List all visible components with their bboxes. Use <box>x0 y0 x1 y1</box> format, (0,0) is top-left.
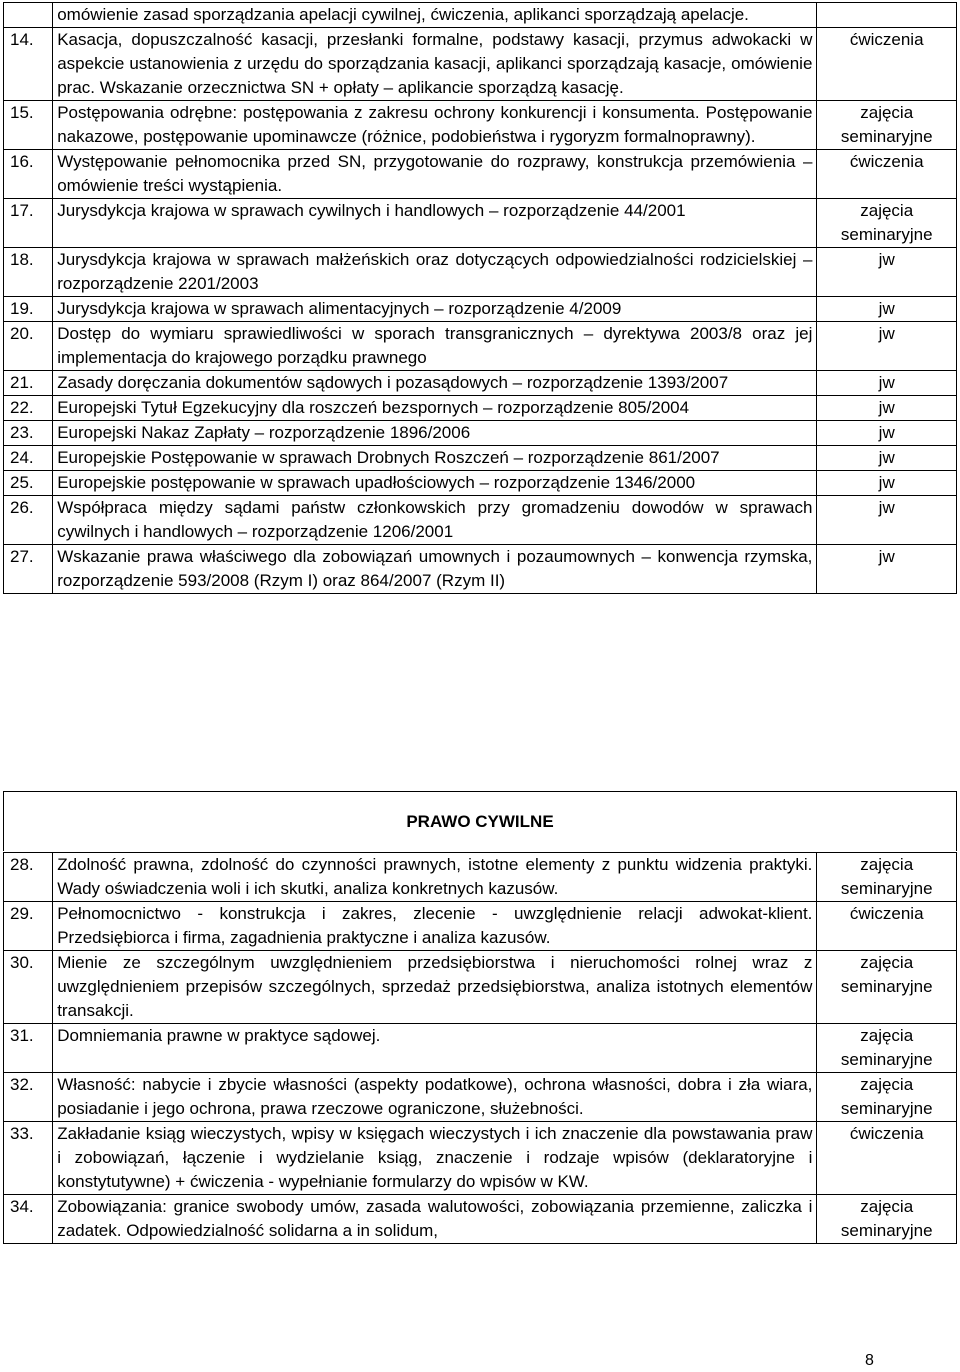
section-header-box <box>3 791 957 851</box>
form-label: ćwiczenia <box>849 152 924 171</box>
table-row <box>4 150 957 199</box>
form-label: ćwiczenia <box>849 1124 924 1143</box>
table-row <box>4 101 957 150</box>
row-number: 18. <box>4 248 53 297</box>
row-form <box>817 1024 957 1073</box>
table-row <box>4 248 957 297</box>
row-form <box>817 28 957 101</box>
form-label: zajęcia <box>860 855 914 874</box>
table-row <box>4 471 957 496</box>
table-row <box>4 1024 957 1073</box>
form-label: jw <box>878 423 895 442</box>
row-number: 24. <box>4 446 53 471</box>
row-form <box>817 150 957 199</box>
row-number: 20. <box>4 322 53 371</box>
row-form <box>817 902 957 951</box>
form-label: ćwiczenia <box>849 904 924 923</box>
table-row <box>4 421 957 446</box>
row-form <box>817 396 957 421</box>
table-row <box>4 545 957 594</box>
row-form <box>817 297 957 322</box>
form-label: jw <box>878 324 895 343</box>
table-row <box>4 28 957 101</box>
row-form <box>817 446 957 471</box>
form-label: jw <box>878 498 895 517</box>
form-label: jw <box>878 250 895 269</box>
row-number: 30. <box>4 951 53 1024</box>
row-number: 31. <box>4 1024 53 1073</box>
form-label: zajęcia <box>860 1026 914 1045</box>
row-form <box>817 1122 957 1195</box>
row-topic: Europejski Tytuł Egzekucyjny dla roszczeń bezspornych – rozporządzenie 805/2004 <box>53 396 817 421</box>
row-number: 34. <box>4 1195 53 1244</box>
row-form <box>817 471 957 496</box>
page-number: 8 <box>865 1352 874 1369</box>
form-label: jw <box>878 299 895 318</box>
form-label: seminaryjne <box>840 127 933 146</box>
row-topic: Dostęp do wymiaru sprawiedliwości w sporach transgranicznych – dyrektywa 2003/8 oraz jej implementacja do krajowego porządku prawnego <box>53 322 817 371</box>
row-topic: Europejskie postępowanie w sprawach upadłościowych – rozporządzenie 1346/2000 <box>53 471 817 496</box>
row-form <box>817 951 957 1024</box>
row-topic: Domniemania prawne w praktyce sądowej. <box>53 1024 817 1073</box>
row-topic: Zdolność prawna, zdolność do czynności prawnych, istotne elementy z punktu widzenia praktyki. Wady oświadczenia woli i ich skutki, analiza konkretnych kazusów. <box>53 853 817 902</box>
form-label: zajęcia <box>860 201 914 220</box>
row-number: 27. <box>4 545 53 594</box>
row-topic: Jurysdykcja krajowa w sprawach alimentacyjnych – rozporządzenie 4/2009 <box>53 297 817 322</box>
row-number: 15. <box>4 101 53 150</box>
form-label: seminaryjne <box>840 879 933 898</box>
row-topic: Europejskie Postępowanie w sprawach Drobnych Roszczeń – rozporządzenie 861/2007 <box>53 446 817 471</box>
table-row <box>4 322 957 371</box>
row-topic: Własność: nabycie i zbycie własności (aspekty podatkowe), ochrona własności, dobra i zła wiara, posiadanie i jego ochrona, prawa rzeczowe ograniczone, służebności. <box>53 1073 817 1122</box>
form-label: jw <box>878 373 895 392</box>
curriculum-table-civil <box>3 852 957 1244</box>
row-form <box>817 545 957 594</box>
row-topic: Mienie ze szczególnym uwzględnieniem przedsiębiorstwa i nieruchomości rolnej wraz z uwzględnieniem przepisów szczególnych, sprzedaż przedsiębiorstwa, analiza istotnych elementów transakcji. <box>53 951 817 1024</box>
row-number: 32. <box>4 1073 53 1122</box>
form-label: zajęcia <box>860 1075 914 1094</box>
row-topic: Wskazanie prawa właściwego dla zobowiązań umownych i pozaumownych – konwencja rzymska, rozporządzenie 593/2008 (Rzym I) oraz 864/2007 (Rzym II) <box>53 545 817 594</box>
form-label: zajęcia <box>860 953 914 972</box>
row-number: 21. <box>4 371 53 396</box>
row-form <box>817 3 957 28</box>
form-label: seminaryjne <box>840 1221 933 1240</box>
row-topic: Współpraca między sądami państw członkowskich przy gromadzeniu dowodów w sprawach cywilnych i handlowych – rozporządzenie 1206/2001 <box>53 496 817 545</box>
row-number: 33. <box>4 1122 53 1195</box>
row-topic: Zasady doręczania dokumentów sądowych i pozasądowych – rozporządzenie 1393/2007 <box>53 371 817 396</box>
form-label: seminaryjne <box>840 1050 933 1069</box>
form-label: seminaryjne <box>840 977 933 996</box>
table-row <box>4 1195 957 1244</box>
row-number: 14. <box>4 28 53 101</box>
form-label: seminaryjne <box>840 225 933 244</box>
table-row <box>4 902 957 951</box>
row-form <box>817 248 957 297</box>
row-number: 28. <box>4 853 53 902</box>
row-topic: Pełnomocnictwo - konstrukcja i zakres, zlecenie - uwzględnienie relacji adwokat-klient. Przedsiębiorca i firma, zagadnienia praktyczne i analiza kazusów. <box>53 902 817 951</box>
curriculum-table-top <box>3 2 957 594</box>
table-row <box>4 446 957 471</box>
row-form <box>817 371 957 396</box>
row-topic: Kasacja, dopuszczalność kasacji, przesłanki formalne, podstawy kasacji, przymus adwokacki w aspekcie ustanowienia z urzędu do sporządzania kasacji, aplikanci sporządzają kasacje, omówienie prac. Wskazanie orzecznictwa SN + opłaty – aplikancie sporządzą kasację. <box>53 28 817 101</box>
table-row <box>4 396 957 421</box>
row-topic: Zakładanie ksiąg wieczystych, wpisy w księgach wieczystych i ich znaczenie dla powstawania praw i zobowiązań, łączenie i wydzielanie ksiąg, znaczenie i rodzaje wpisów (deklaratoryjne i konstytutywne) + ćwiczenia - wypełnianie formularzy do wpisów w KW. <box>53 1122 817 1195</box>
row-form <box>817 1195 957 1244</box>
row-number: 25. <box>4 471 53 496</box>
table-row <box>4 371 957 396</box>
row-topic: Występowanie pełnomocnika przed SN, przygotowanie do rozprawy, konstrukcja przemówienia – omówienie treści wystąpienia. <box>53 150 817 199</box>
form-label: seminaryjne <box>840 1099 933 1118</box>
table-row <box>4 853 957 902</box>
table-row <box>4 297 957 322</box>
form-label: jw <box>878 398 895 417</box>
section-title: PRAWO CYWILNE <box>406 812 554 831</box>
table-row <box>4 951 957 1024</box>
table-row <box>4 496 957 545</box>
row-number: 26. <box>4 496 53 545</box>
row-topic: Jurysdykcja krajowa w sprawach cywilnych i handlowych – rozporządzenie 44/2001 <box>53 199 817 248</box>
row-topic: omówienie zasad sporządzania apelacji cywilnej, ćwiczenia, aplikanci sporządzają apelacje. <box>53 3 817 28</box>
row-number: 17. <box>4 199 53 248</box>
form-label: ćwiczenia <box>849 30 924 49</box>
row-number: 16. <box>4 150 53 199</box>
row-topic: Jurysdykcja krajowa w sprawach małżeńskich oraz dotyczących odpowiedzialności rodzicielskiej – rozporządzenie 2201/2003 <box>53 248 817 297</box>
row-topic: Postępowania odrębne: postępowania z zakresu ochrony konkurencji i konsumenta. Postępowanie nakazowe, postępowanie upominawcze (różnice, podobieństwa i rygoryzm formalnoprawny). <box>53 101 817 150</box>
row-form <box>817 322 957 371</box>
row-form <box>817 199 957 248</box>
row-form <box>817 101 957 150</box>
row-form <box>817 496 957 545</box>
table-row <box>4 1122 957 1195</box>
row-topic: Europejski Nakaz Zapłaty – rozporządzenie 1896/2006 <box>53 421 817 446</box>
row-number: 19. <box>4 297 53 322</box>
row-form <box>817 421 957 446</box>
form-label: jw <box>878 448 895 467</box>
form-label: zajęcia <box>860 103 914 122</box>
row-number: 22. <box>4 396 53 421</box>
form-label: zajęcia <box>860 1197 914 1216</box>
row-form <box>817 1073 957 1122</box>
table-row <box>4 199 957 248</box>
table-row <box>4 3 957 28</box>
form-label: jw <box>878 547 895 566</box>
table-row <box>4 1073 957 1122</box>
row-number <box>4 3 53 28</box>
row-topic: Zobowiązania: granice swobody umów, zasada walutowości, zobowiązania przemienne, zaliczka i zadatek. Odpowiedzialność solidarna a in solidum, <box>53 1195 817 1244</box>
row-number: 29. <box>4 902 53 951</box>
row-number: 23. <box>4 421 53 446</box>
row-form <box>817 853 957 902</box>
form-label: jw <box>878 473 895 492</box>
